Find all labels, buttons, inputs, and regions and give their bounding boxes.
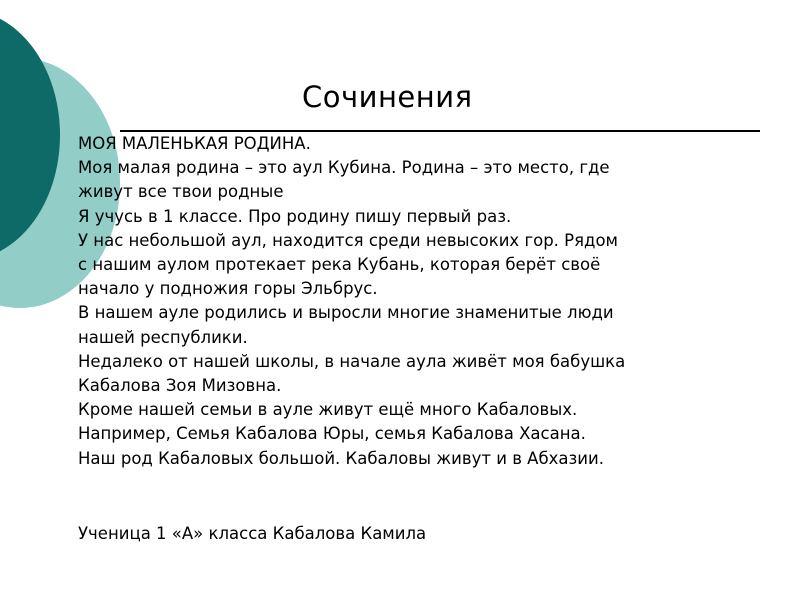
essay-line: Наш род Кабаловых большой. Кабаловы живут и в Абхазии.	[78, 448, 604, 468]
slide-title: Сочинения	[302, 80, 473, 114]
essay-line: Например, Семья Кабалова Юры, семья Кабалова Хасана.	[78, 424, 586, 444]
essay-heading: МОЯ МАЛЕНЬКАЯ РОДИНА.	[78, 134, 311, 153]
essay-line: с нашим аулом протекает река Кубань, которая берёт своё	[78, 255, 601, 275]
essay-line: Моя малая родина – это аул Кубина. Родина – это место, где	[78, 158, 610, 178]
essay-line: живут все твои родные	[78, 182, 284, 202]
author-signature: Ученица 1 «А» класса Кабалова Камила	[78, 524, 427, 543]
essay-line: Я учусь в 1 классе. Про родину пишу первый раз.	[78, 206, 512, 226]
essay-line: У нас небольшой аул, находится среди невысоких гор. Рядом	[78, 230, 618, 250]
essay-line: Кабалова Зоя Мизовна.	[78, 376, 282, 396]
essay-line: нашей республики.	[78, 327, 248, 347]
essay-body	[78, 132, 758, 471]
essay-line: Недалеко от нашей школы, в начале аула живёт моя бабушка	[78, 351, 626, 371]
essay-line: начало у подножия горы Эльбрус.	[78, 279, 378, 299]
essay-line: В нашем ауле родились и выросли многие знаменитые люди	[78, 303, 614, 323]
essay-line: Кроме нашей семьи в ауле живут ещё много Кабаловых.	[78, 400, 578, 420]
